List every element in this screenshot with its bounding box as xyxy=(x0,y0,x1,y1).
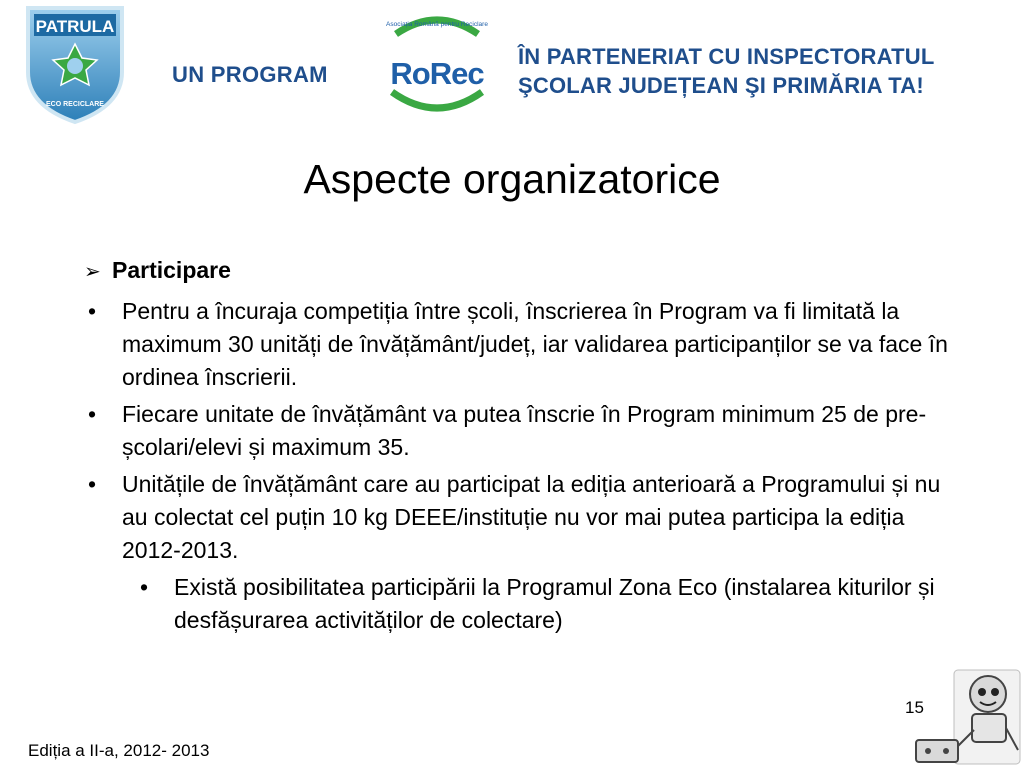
rorec-tagline: Asociația Română pentru Reciclare xyxy=(386,21,488,28)
patrula-eco-logo xyxy=(22,2,128,126)
bullet-icon: • xyxy=(88,401,97,427)
list-item xyxy=(84,295,954,394)
bullet-icon: • xyxy=(140,574,149,600)
page-number: 15 xyxy=(905,698,924,717)
shield-title: PATRULA xyxy=(35,17,115,36)
bullet-text: Unitățile de învățământ care au participat la ediția anterioară a Programului și nu au colectat cel puțin 10 kg DEEE/instituție nu vor mai putea participa la ediția 2012-2013. xyxy=(122,471,941,563)
rorec-logo xyxy=(378,12,496,120)
list-item xyxy=(84,398,954,464)
bullet-text: Pentru a încuraja competiția între școli, înscrierea în Program va fi limitată la maximum 30 unități de învățământ/județ, iar validarea participanților se va face în ordinea înscrierii. xyxy=(122,298,948,390)
footer-edition: Ediția a II-a, 2012- 2013 xyxy=(28,741,210,760)
section-label: Participare xyxy=(112,257,231,283)
bullet-icon: • xyxy=(88,471,97,497)
slide-title: Aspecte organizatorice xyxy=(303,156,721,202)
sub-list-item xyxy=(84,571,954,637)
partnership-line-2: ŞCOLAR JUDEȚEAN ŞI PRIMĂRIA TA! xyxy=(518,73,924,98)
rorec-name: RoRec xyxy=(390,56,484,91)
slide-content xyxy=(84,254,954,641)
partnership-line-1: ÎN PARTENERIAT CU INSPECTORATUL xyxy=(518,44,935,69)
section-heading xyxy=(84,254,954,289)
bullet-text: Fiecare unitate de învățământ va putea înscrie în Program minimum 25 de pre-școlari/elevi și maximum 35. xyxy=(122,401,927,460)
robot-mascot-icon xyxy=(906,666,1024,768)
list-item xyxy=(84,468,954,567)
shield-subtitle: ECO RECICLARE xyxy=(46,101,104,108)
partnership-banner xyxy=(518,42,934,100)
program-label: UN PROGRAM xyxy=(172,62,328,87)
arrow-bullet-icon: ➢ xyxy=(84,261,101,283)
sub-bullet-text: Există posibilitatea participării la Programul Zona Eco (instalarea kiturilor și desfășurarea activităților de colectare) xyxy=(174,574,935,633)
bullet-icon: • xyxy=(88,298,97,324)
